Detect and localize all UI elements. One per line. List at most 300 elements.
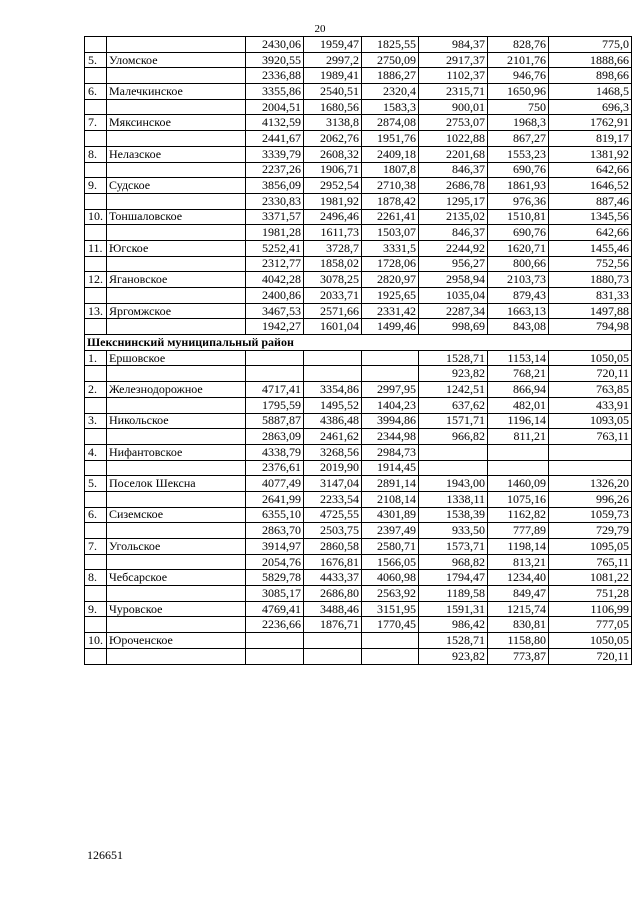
value-cell bbox=[419, 460, 488, 476]
value-cell: 482,01 bbox=[488, 397, 549, 413]
table-row bbox=[85, 617, 632, 633]
settlement-name bbox=[107, 491, 246, 507]
value-cell: 846,37 bbox=[419, 162, 488, 178]
value-cell: 4338,79 bbox=[246, 444, 304, 460]
value-cell: 2496,46 bbox=[304, 209, 362, 225]
table-row bbox=[85, 319, 632, 335]
value-cell bbox=[419, 444, 488, 460]
value-cell: 1795,59 bbox=[246, 397, 304, 413]
value-cell: 946,76 bbox=[488, 68, 549, 84]
table-row bbox=[85, 115, 632, 131]
value-cell: 2563,92 bbox=[362, 586, 419, 602]
table-row bbox=[85, 429, 632, 445]
value-cell bbox=[246, 366, 304, 382]
value-cell: 998,69 bbox=[419, 319, 488, 335]
value-cell: 4386,48 bbox=[304, 413, 362, 429]
table-row bbox=[85, 350, 632, 366]
value-cell: 1925,65 bbox=[362, 288, 419, 304]
row-number bbox=[85, 37, 107, 53]
table-row bbox=[85, 539, 632, 555]
value-cell: 1326,20 bbox=[549, 476, 632, 492]
row-number bbox=[85, 491, 107, 507]
value-cell: 811,21 bbox=[488, 429, 549, 445]
table-body bbox=[85, 37, 632, 665]
value-cell: 720,11 bbox=[549, 648, 632, 664]
value-cell bbox=[246, 648, 304, 664]
value-cell: 1162,82 bbox=[488, 507, 549, 523]
value-cell: 4301,89 bbox=[362, 507, 419, 523]
value-cell: 3085,17 bbox=[246, 586, 304, 602]
value-cell: 2103,73 bbox=[488, 272, 549, 288]
row-number: 10. bbox=[85, 633, 107, 649]
value-cell: 3920,55 bbox=[246, 52, 304, 68]
value-cell: 1566,05 bbox=[362, 554, 419, 570]
value-cell: 1680,56 bbox=[304, 99, 362, 115]
settlement-name bbox=[107, 193, 246, 209]
table-row bbox=[85, 648, 632, 664]
value-cell: 2461,62 bbox=[304, 429, 362, 445]
table-row bbox=[85, 491, 632, 507]
settlement-name bbox=[107, 256, 246, 272]
value-cell: 887,46 bbox=[549, 193, 632, 209]
value-cell: 923,82 bbox=[419, 648, 488, 664]
row-number: 5. bbox=[85, 52, 107, 68]
settlement-name: Железнодорожное bbox=[107, 382, 246, 398]
table-row bbox=[85, 507, 632, 523]
value-cell: 4042,28 bbox=[246, 272, 304, 288]
settlement-name: Нифантовское bbox=[107, 444, 246, 460]
value-cell: 2054,76 bbox=[246, 554, 304, 570]
value-cell: 1404,23 bbox=[362, 397, 419, 413]
value-cell: 1951,76 bbox=[362, 131, 419, 147]
value-cell: 750 bbox=[488, 99, 549, 115]
value-cell: 1611,73 bbox=[304, 225, 362, 241]
value-cell: 1196,14 bbox=[488, 413, 549, 429]
value-cell: 3856,09 bbox=[246, 178, 304, 194]
value-cell: 1158,80 bbox=[488, 633, 549, 649]
table-row bbox=[85, 178, 632, 194]
value-cell: 1794,47 bbox=[419, 570, 488, 586]
value-cell bbox=[304, 633, 362, 649]
value-cell: 1102,37 bbox=[419, 68, 488, 84]
value-cell: 923,82 bbox=[419, 366, 488, 382]
row-number bbox=[85, 429, 107, 445]
value-cell: 1510,81 bbox=[488, 209, 549, 225]
value-cell: 879,43 bbox=[488, 288, 549, 304]
row-number bbox=[85, 460, 107, 476]
row-number: 1. bbox=[85, 350, 107, 366]
value-cell: 1553,23 bbox=[488, 146, 549, 162]
value-cell: 1825,55 bbox=[362, 37, 419, 53]
value-cell: 2958,94 bbox=[419, 272, 488, 288]
value-cell: 1093,05 bbox=[549, 413, 632, 429]
row-number: 8. bbox=[85, 570, 107, 586]
value-cell: 1035,04 bbox=[419, 288, 488, 304]
value-cell: 5829,78 bbox=[246, 570, 304, 586]
table-row bbox=[85, 382, 632, 398]
row-number: 13. bbox=[85, 303, 107, 319]
value-cell: 2608,32 bbox=[304, 146, 362, 162]
value-cell: 2019,90 bbox=[304, 460, 362, 476]
value-cell: 1497,88 bbox=[549, 303, 632, 319]
value-cell: 1942,27 bbox=[246, 319, 304, 335]
value-cell: 3331,5 bbox=[362, 240, 419, 256]
value-cell: 2952,54 bbox=[304, 178, 362, 194]
value-cell: 956,27 bbox=[419, 256, 488, 272]
table-row bbox=[85, 633, 632, 649]
value-cell: 2101,76 bbox=[488, 52, 549, 68]
value-cell: 752,56 bbox=[549, 256, 632, 272]
value-cell: 800,66 bbox=[488, 256, 549, 272]
value-cell: 2860,58 bbox=[304, 539, 362, 555]
value-cell: 2441,67 bbox=[246, 131, 304, 147]
row-number bbox=[85, 554, 107, 570]
value-cell: 2580,71 bbox=[362, 539, 419, 555]
value-cell: 1460,09 bbox=[488, 476, 549, 492]
settlement-name bbox=[107, 99, 246, 115]
value-cell: 1538,39 bbox=[419, 507, 488, 523]
value-cell: 3147,04 bbox=[304, 476, 362, 492]
table-row bbox=[85, 240, 632, 256]
value-cell: 3914,97 bbox=[246, 539, 304, 555]
row-number: 7. bbox=[85, 539, 107, 555]
value-cell: 831,33 bbox=[549, 288, 632, 304]
value-cell: 775,0 bbox=[549, 37, 632, 53]
value-cell: 2330,83 bbox=[246, 193, 304, 209]
settlement-name bbox=[107, 37, 246, 53]
value-cell bbox=[488, 444, 549, 460]
row-number bbox=[85, 319, 107, 335]
settlement-name: Ершовское bbox=[107, 350, 246, 366]
settlement-name bbox=[107, 617, 246, 633]
settlement-name: Малечкинское bbox=[107, 84, 246, 100]
value-cell bbox=[362, 350, 419, 366]
value-cell: 1242,51 bbox=[419, 382, 488, 398]
row-number bbox=[85, 256, 107, 272]
table-row bbox=[85, 52, 632, 68]
table-row bbox=[85, 288, 632, 304]
value-cell: 933,50 bbox=[419, 523, 488, 539]
value-cell: 1295,17 bbox=[419, 193, 488, 209]
value-cell: 1495,52 bbox=[304, 397, 362, 413]
value-cell bbox=[549, 460, 632, 476]
table-row bbox=[85, 460, 632, 476]
value-cell: 768,21 bbox=[488, 366, 549, 382]
value-cell: 2997,2 bbox=[304, 52, 362, 68]
value-cell: 4077,49 bbox=[246, 476, 304, 492]
value-cell: 828,76 bbox=[488, 37, 549, 53]
value-cell: 4769,41 bbox=[246, 601, 304, 617]
row-number: 6. bbox=[85, 84, 107, 100]
value-cell: 996,26 bbox=[549, 491, 632, 507]
tariff-table bbox=[84, 36, 632, 665]
value-cell: 1968,3 bbox=[488, 115, 549, 131]
row-number: 4. bbox=[85, 444, 107, 460]
section-header-row bbox=[85, 335, 632, 351]
value-cell: 1095,05 bbox=[549, 539, 632, 555]
value-cell: 2331,42 bbox=[362, 303, 419, 319]
value-cell: 2287,34 bbox=[419, 303, 488, 319]
value-cell: 1528,71 bbox=[419, 633, 488, 649]
value-cell: 2320,4 bbox=[362, 84, 419, 100]
value-cell: 773,87 bbox=[488, 648, 549, 664]
table-row bbox=[85, 99, 632, 115]
value-cell: 3728,7 bbox=[304, 240, 362, 256]
value-cell: 968,82 bbox=[419, 554, 488, 570]
settlement-name bbox=[107, 460, 246, 476]
value-cell: 819,17 bbox=[549, 131, 632, 147]
row-number bbox=[85, 225, 107, 241]
value-cell: 813,21 bbox=[488, 554, 549, 570]
value-cell: 696,3 bbox=[549, 99, 632, 115]
value-cell: 4060,98 bbox=[362, 570, 419, 586]
value-cell: 2312,77 bbox=[246, 256, 304, 272]
value-cell: 777,89 bbox=[488, 523, 549, 539]
value-cell: 1770,45 bbox=[362, 617, 419, 633]
row-number bbox=[85, 617, 107, 633]
value-cell: 765,11 bbox=[549, 554, 632, 570]
value-cell: 2686,80 bbox=[304, 586, 362, 602]
value-cell: 867,27 bbox=[488, 131, 549, 147]
value-cell: 1059,73 bbox=[549, 507, 632, 523]
row-number: 3. bbox=[85, 413, 107, 429]
table-row bbox=[85, 444, 632, 460]
settlement-name bbox=[107, 366, 246, 382]
value-cell: 3268,56 bbox=[304, 444, 362, 460]
settlement-name bbox=[107, 397, 246, 413]
value-cell: 966,82 bbox=[419, 429, 488, 445]
value-cell: 1807,8 bbox=[362, 162, 419, 178]
value-cell: 2997,95 bbox=[362, 382, 419, 398]
value-cell: 1728,06 bbox=[362, 256, 419, 272]
value-cell: 3488,46 bbox=[304, 601, 362, 617]
value-cell bbox=[362, 366, 419, 382]
value-cell: 2315,71 bbox=[419, 84, 488, 100]
value-cell: 1861,93 bbox=[488, 178, 549, 194]
value-cell: 1886,27 bbox=[362, 68, 419, 84]
value-cell: 849,47 bbox=[488, 586, 549, 602]
settlement-name bbox=[107, 586, 246, 602]
row-number: 2. bbox=[85, 382, 107, 398]
value-cell: 1528,71 bbox=[419, 350, 488, 366]
value-cell: 690,76 bbox=[488, 225, 549, 241]
row-number: 6. bbox=[85, 507, 107, 523]
value-cell: 4717,41 bbox=[246, 382, 304, 398]
value-cell: 2750,09 bbox=[362, 52, 419, 68]
value-cell: 830,81 bbox=[488, 617, 549, 633]
value-cell: 1650,96 bbox=[488, 84, 549, 100]
value-cell: 763,11 bbox=[549, 429, 632, 445]
row-number: 11. bbox=[85, 240, 107, 256]
value-cell: 1620,71 bbox=[488, 240, 549, 256]
value-cell: 866,94 bbox=[488, 382, 549, 398]
value-cell: 642,66 bbox=[549, 225, 632, 241]
table-row bbox=[85, 397, 632, 413]
value-cell: 1234,40 bbox=[488, 570, 549, 586]
table-row bbox=[85, 570, 632, 586]
value-cell: 984,37 bbox=[419, 37, 488, 53]
value-cell: 2753,07 bbox=[419, 115, 488, 131]
value-cell: 763,85 bbox=[549, 382, 632, 398]
value-cell: 642,66 bbox=[549, 162, 632, 178]
value-cell: 2863,70 bbox=[246, 523, 304, 539]
value-cell: 2237,26 bbox=[246, 162, 304, 178]
value-cell: 1050,05 bbox=[549, 350, 632, 366]
table-row bbox=[85, 554, 632, 570]
value-cell: 433,91 bbox=[549, 397, 632, 413]
value-cell: 900,01 bbox=[419, 99, 488, 115]
row-number bbox=[85, 99, 107, 115]
settlement-name bbox=[107, 288, 246, 304]
value-cell: 1571,71 bbox=[419, 413, 488, 429]
row-number bbox=[85, 193, 107, 209]
row-number: 9. bbox=[85, 178, 107, 194]
value-cell: 1646,52 bbox=[549, 178, 632, 194]
value-cell: 729,79 bbox=[549, 523, 632, 539]
value-cell: 637,62 bbox=[419, 397, 488, 413]
value-cell: 1663,13 bbox=[488, 303, 549, 319]
value-cell: 2984,73 bbox=[362, 444, 419, 460]
value-cell: 3339,79 bbox=[246, 146, 304, 162]
value-cell: 1189,58 bbox=[419, 586, 488, 602]
settlement-name: Чебсарское bbox=[107, 570, 246, 586]
row-number: 10. bbox=[85, 209, 107, 225]
settlement-name bbox=[107, 68, 246, 84]
table-row bbox=[85, 523, 632, 539]
value-cell: 2033,71 bbox=[304, 288, 362, 304]
value-cell: 2641,99 bbox=[246, 491, 304, 507]
table-row bbox=[85, 586, 632, 602]
value-cell: 5252,41 bbox=[246, 240, 304, 256]
value-cell: 2400,86 bbox=[246, 288, 304, 304]
table-row bbox=[85, 162, 632, 178]
value-cell: 1858,02 bbox=[304, 256, 362, 272]
value-cell: 2004,51 bbox=[246, 99, 304, 115]
value-cell: 1468,5 bbox=[549, 84, 632, 100]
value-cell: 3078,25 bbox=[304, 272, 362, 288]
value-cell: 2344,98 bbox=[362, 429, 419, 445]
table-row bbox=[85, 272, 632, 288]
value-cell: 1075,16 bbox=[488, 491, 549, 507]
settlement-name: Судское bbox=[107, 178, 246, 194]
value-cell: 720,11 bbox=[549, 366, 632, 382]
row-number bbox=[85, 586, 107, 602]
value-cell: 1989,41 bbox=[304, 68, 362, 84]
value-cell: 2233,54 bbox=[304, 491, 362, 507]
value-cell: 1914,45 bbox=[362, 460, 419, 476]
row-number: 7. bbox=[85, 115, 107, 131]
value-cell: 898,66 bbox=[549, 68, 632, 84]
table-row bbox=[85, 476, 632, 492]
table-row bbox=[85, 366, 632, 382]
value-cell: 1591,31 bbox=[419, 601, 488, 617]
value-cell: 4132,59 bbox=[246, 115, 304, 131]
value-cell: 1338,11 bbox=[419, 491, 488, 507]
value-cell bbox=[246, 633, 304, 649]
table-row bbox=[85, 193, 632, 209]
settlement-name: Угольское bbox=[107, 539, 246, 555]
value-cell: 1215,74 bbox=[488, 601, 549, 617]
value-cell: 2135,02 bbox=[419, 209, 488, 225]
value-cell: 1762,91 bbox=[549, 115, 632, 131]
value-cell: 2891,14 bbox=[362, 476, 419, 492]
table-row bbox=[85, 303, 632, 319]
value-cell: 986,42 bbox=[419, 617, 488, 633]
settlement-name: Яргомжское bbox=[107, 303, 246, 319]
row-number bbox=[85, 397, 107, 413]
value-cell: 1106,99 bbox=[549, 601, 632, 617]
value-cell: 1081,22 bbox=[549, 570, 632, 586]
value-cell: 2062,76 bbox=[304, 131, 362, 147]
value-cell: 1573,71 bbox=[419, 539, 488, 555]
value-cell bbox=[304, 350, 362, 366]
settlement-name: Югское bbox=[107, 240, 246, 256]
value-cell: 3151,95 bbox=[362, 601, 419, 617]
value-cell: 976,36 bbox=[488, 193, 549, 209]
value-cell: 3467,53 bbox=[246, 303, 304, 319]
table-row bbox=[85, 37, 632, 53]
settlement-name bbox=[107, 429, 246, 445]
value-cell: 1499,46 bbox=[362, 319, 419, 335]
value-cell: 2244,92 bbox=[419, 240, 488, 256]
settlement-name: Уломское bbox=[107, 52, 246, 68]
table-row bbox=[85, 131, 632, 147]
row-number: 8. bbox=[85, 146, 107, 162]
value-cell: 3994,86 bbox=[362, 413, 419, 429]
value-cell: 1888,66 bbox=[549, 52, 632, 68]
settlement-name: Тоншаловское bbox=[107, 209, 246, 225]
value-cell: 690,76 bbox=[488, 162, 549, 178]
value-cell: 1981,28 bbox=[246, 225, 304, 241]
value-cell: 1022,88 bbox=[419, 131, 488, 147]
settlement-name bbox=[107, 319, 246, 335]
value-cell: 2336,88 bbox=[246, 68, 304, 84]
value-cell: 3371,57 bbox=[246, 209, 304, 225]
value-cell: 2917,37 bbox=[419, 52, 488, 68]
row-number: 5. bbox=[85, 476, 107, 492]
value-cell: 1050,05 bbox=[549, 633, 632, 649]
row-number bbox=[85, 162, 107, 178]
value-cell bbox=[549, 444, 632, 460]
settlement-name bbox=[107, 225, 246, 241]
value-cell: 3354,86 bbox=[304, 382, 362, 398]
value-cell: 1601,04 bbox=[304, 319, 362, 335]
value-cell: 2108,14 bbox=[362, 491, 419, 507]
value-cell bbox=[362, 648, 419, 664]
settlement-name: Никольское bbox=[107, 413, 246, 429]
value-cell: 2261,41 bbox=[362, 209, 419, 225]
value-cell: 2201,68 bbox=[419, 146, 488, 162]
value-cell: 1876,71 bbox=[304, 617, 362, 633]
value-cell: 1880,73 bbox=[549, 272, 632, 288]
table-row bbox=[85, 601, 632, 617]
value-cell: 1503,07 bbox=[362, 225, 419, 241]
value-cell: 843,08 bbox=[488, 319, 549, 335]
value-cell: 1943,00 bbox=[419, 476, 488, 492]
value-cell: 846,37 bbox=[419, 225, 488, 241]
value-cell: 2236,66 bbox=[246, 617, 304, 633]
value-cell: 2820,97 bbox=[362, 272, 419, 288]
value-cell: 2874,08 bbox=[362, 115, 419, 131]
table-row bbox=[85, 68, 632, 84]
section-title: Шекснинский муниципальный район bbox=[85, 335, 632, 351]
value-cell: 2409,18 bbox=[362, 146, 419, 162]
settlement-name bbox=[107, 523, 246, 539]
value-cell: 1676,81 bbox=[304, 554, 362, 570]
settlement-name bbox=[107, 648, 246, 664]
value-cell: 751,28 bbox=[549, 586, 632, 602]
settlement-name: Мяксинское bbox=[107, 115, 246, 131]
